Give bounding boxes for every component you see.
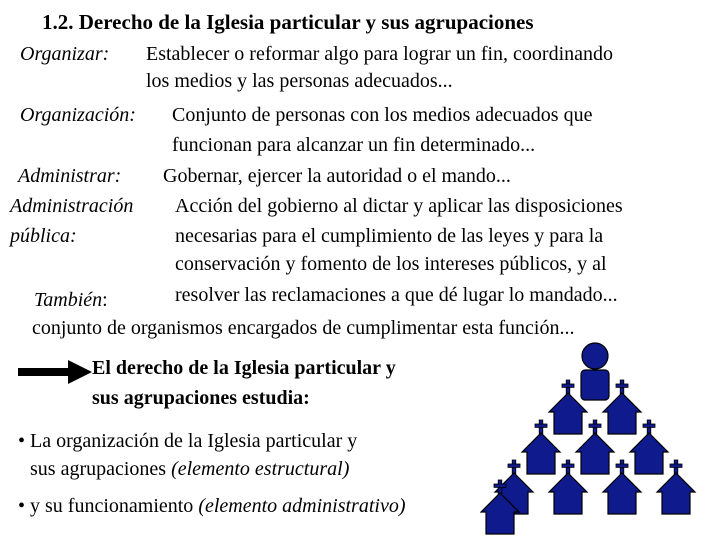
right-arrow-icon	[18, 360, 92, 384]
tambien-label-group	[34, 288, 108, 312]
term-organizar: Organizar:	[20, 43, 110, 65]
term-administracion: Administración	[10, 195, 134, 217]
def-administracion-line3: conservación y fomento de los intereses públicos, y al	[175, 253, 607, 275]
term-publica: pública:	[10, 225, 77, 247]
bullet-organizacion-italic: (elemento estructural)	[171, 458, 350, 480]
tambien-label: También	[34, 289, 103, 311]
def-administracion-line4: resolver las reclamaciones a que dé lugar lo mandado...	[175, 284, 618, 306]
tambien-colon: :	[102, 289, 108, 311]
bullet-organizacion-line2	[30, 457, 349, 481]
def-administracion-line1: Acción del gobierno al dictar y aplicar las disposiciones	[175, 195, 623, 217]
def-organizar-line2: los medios y las personas adecuados...	[146, 70, 453, 92]
term-administrar: Administrar:	[18, 165, 122, 187]
studies-heading-line2: sus agrupaciones estudia:	[92, 387, 310, 409]
term-organizacion: Organización:	[20, 104, 136, 126]
def-organizacion-line2: funcionan para alcanzar un fin determinado...	[172, 134, 536, 156]
studies-heading-line1: El derecho de la Iglesia particular y	[92, 357, 396, 379]
def-organizacion-line1: Conjunto de personas con los medios adecuados que	[172, 104, 593, 126]
tambien-text: conjunto de organismos encargados de cumplimentar esta función...	[32, 317, 575, 339]
church-pyramid-illustration	[480, 336, 715, 536]
bullet-organizacion-line1: • La organización de la Iglesia particular y	[18, 430, 358, 452]
bullet-funcionamiento-italic: (elemento administrativo)	[198, 495, 406, 517]
def-administrar-line1: Gobernar, ejercer la autoridad o el mando...	[163, 165, 511, 187]
def-organizar-line1: Establecer o reformar algo para lograr un fin, coordinando	[146, 43, 614, 65]
page-title: 1.2. Derecho de la Iglesia particular y sus agrupaciones	[42, 10, 534, 34]
bullet-funcionamiento-text: • y su funcionamiento	[18, 495, 199, 517]
def-administracion-line2: necesarias para el cumplimiento de las leyes y para la	[175, 225, 604, 247]
bullet-organizacion-text: sus agrupaciones	[30, 458, 172, 480]
person-head-icon	[581, 343, 609, 400]
bullet-funcionamiento	[18, 494, 406, 518]
